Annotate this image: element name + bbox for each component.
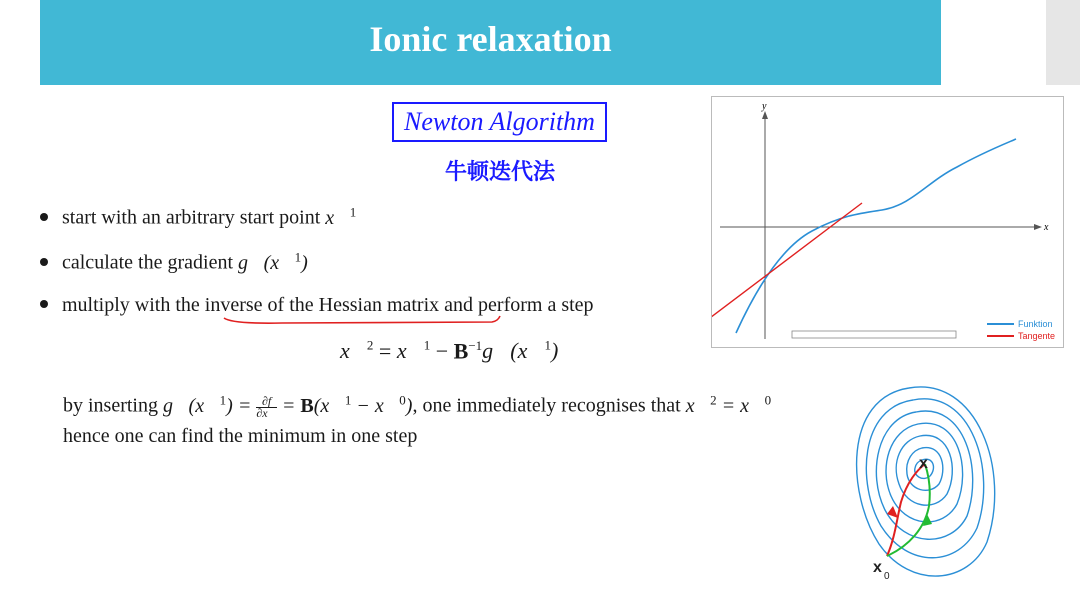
algorithm-box (392, 102, 607, 142)
chinese-subtitle: 牛顿迭代法 (444, 160, 555, 185)
paragraph-line-2: hence one can find the minimum in one step (63, 425, 418, 447)
slide-title: Ionic relaxation (369, 19, 612, 59)
scale-bar (792, 331, 956, 338)
contour-canvas (825, 378, 1015, 588)
paragraph-text-end: , one immediately recognises that (412, 394, 686, 417)
bullet-1-text: start with an arbitrary start point (62, 206, 326, 229)
x-axis-label: x (1044, 222, 1049, 233)
title-bar (40, 0, 941, 85)
formula-inserting: g⃗(x⃗$^1$) = $\frac{\partial f}{\partial x⃗}$ = B(x⃗$^1$ − x⃗$^0$) (163, 392, 413, 420)
bullet-3-text: multiply with the inverse of the Hessian matrix and perform a step (62, 294, 594, 316)
function-tangent-plot (711, 96, 1064, 348)
legend-tangente-label: Tangente (1018, 331, 1056, 341)
bullet-dot (40, 258, 48, 266)
side-tab (1046, 0, 1080, 85)
bullet-item-2 (40, 249, 308, 275)
contour-lines (857, 387, 995, 576)
plot-canvas (712, 97, 1063, 347)
formula-x1: x⃗$^1$ (325, 204, 357, 229)
newton-step-equation: x⃗$^2$ = x⃗$^1$ − $B^{-1}g⃗(x⃗^1)$ (340, 338, 559, 364)
algorithm-box-label: Newton Algorithm (404, 107, 595, 136)
y-axis-label: y (762, 101, 767, 112)
formula-result: x⃗$^2$ = x⃗$^0$ (685, 392, 772, 417)
bullet-2-text: calculate the gradient (62, 251, 239, 274)
red-underline-annotation (222, 314, 502, 328)
start-subscript: 0 (884, 571, 890, 582)
bullet-dot (40, 213, 48, 221)
paragraph-line-1 (63, 392, 771, 419)
start-label: x (873, 559, 882, 576)
function-curve (736, 139, 1016, 333)
legend-funktion-label: Funktion (1018, 319, 1053, 329)
bullet-dot (40, 300, 48, 308)
bullet-item-1 (40, 204, 356, 230)
minimum-label: x (919, 455, 928, 472)
x-axis-arrow (1034, 224, 1042, 230)
contour-plot (825, 378, 1015, 588)
y-axis-arrow (762, 111, 768, 119)
paragraph-text-start: by inserting (63, 394, 163, 417)
formula-gradient: g⃗(x⃗$^1$) (238, 249, 308, 274)
tangent-line (712, 203, 862, 327)
